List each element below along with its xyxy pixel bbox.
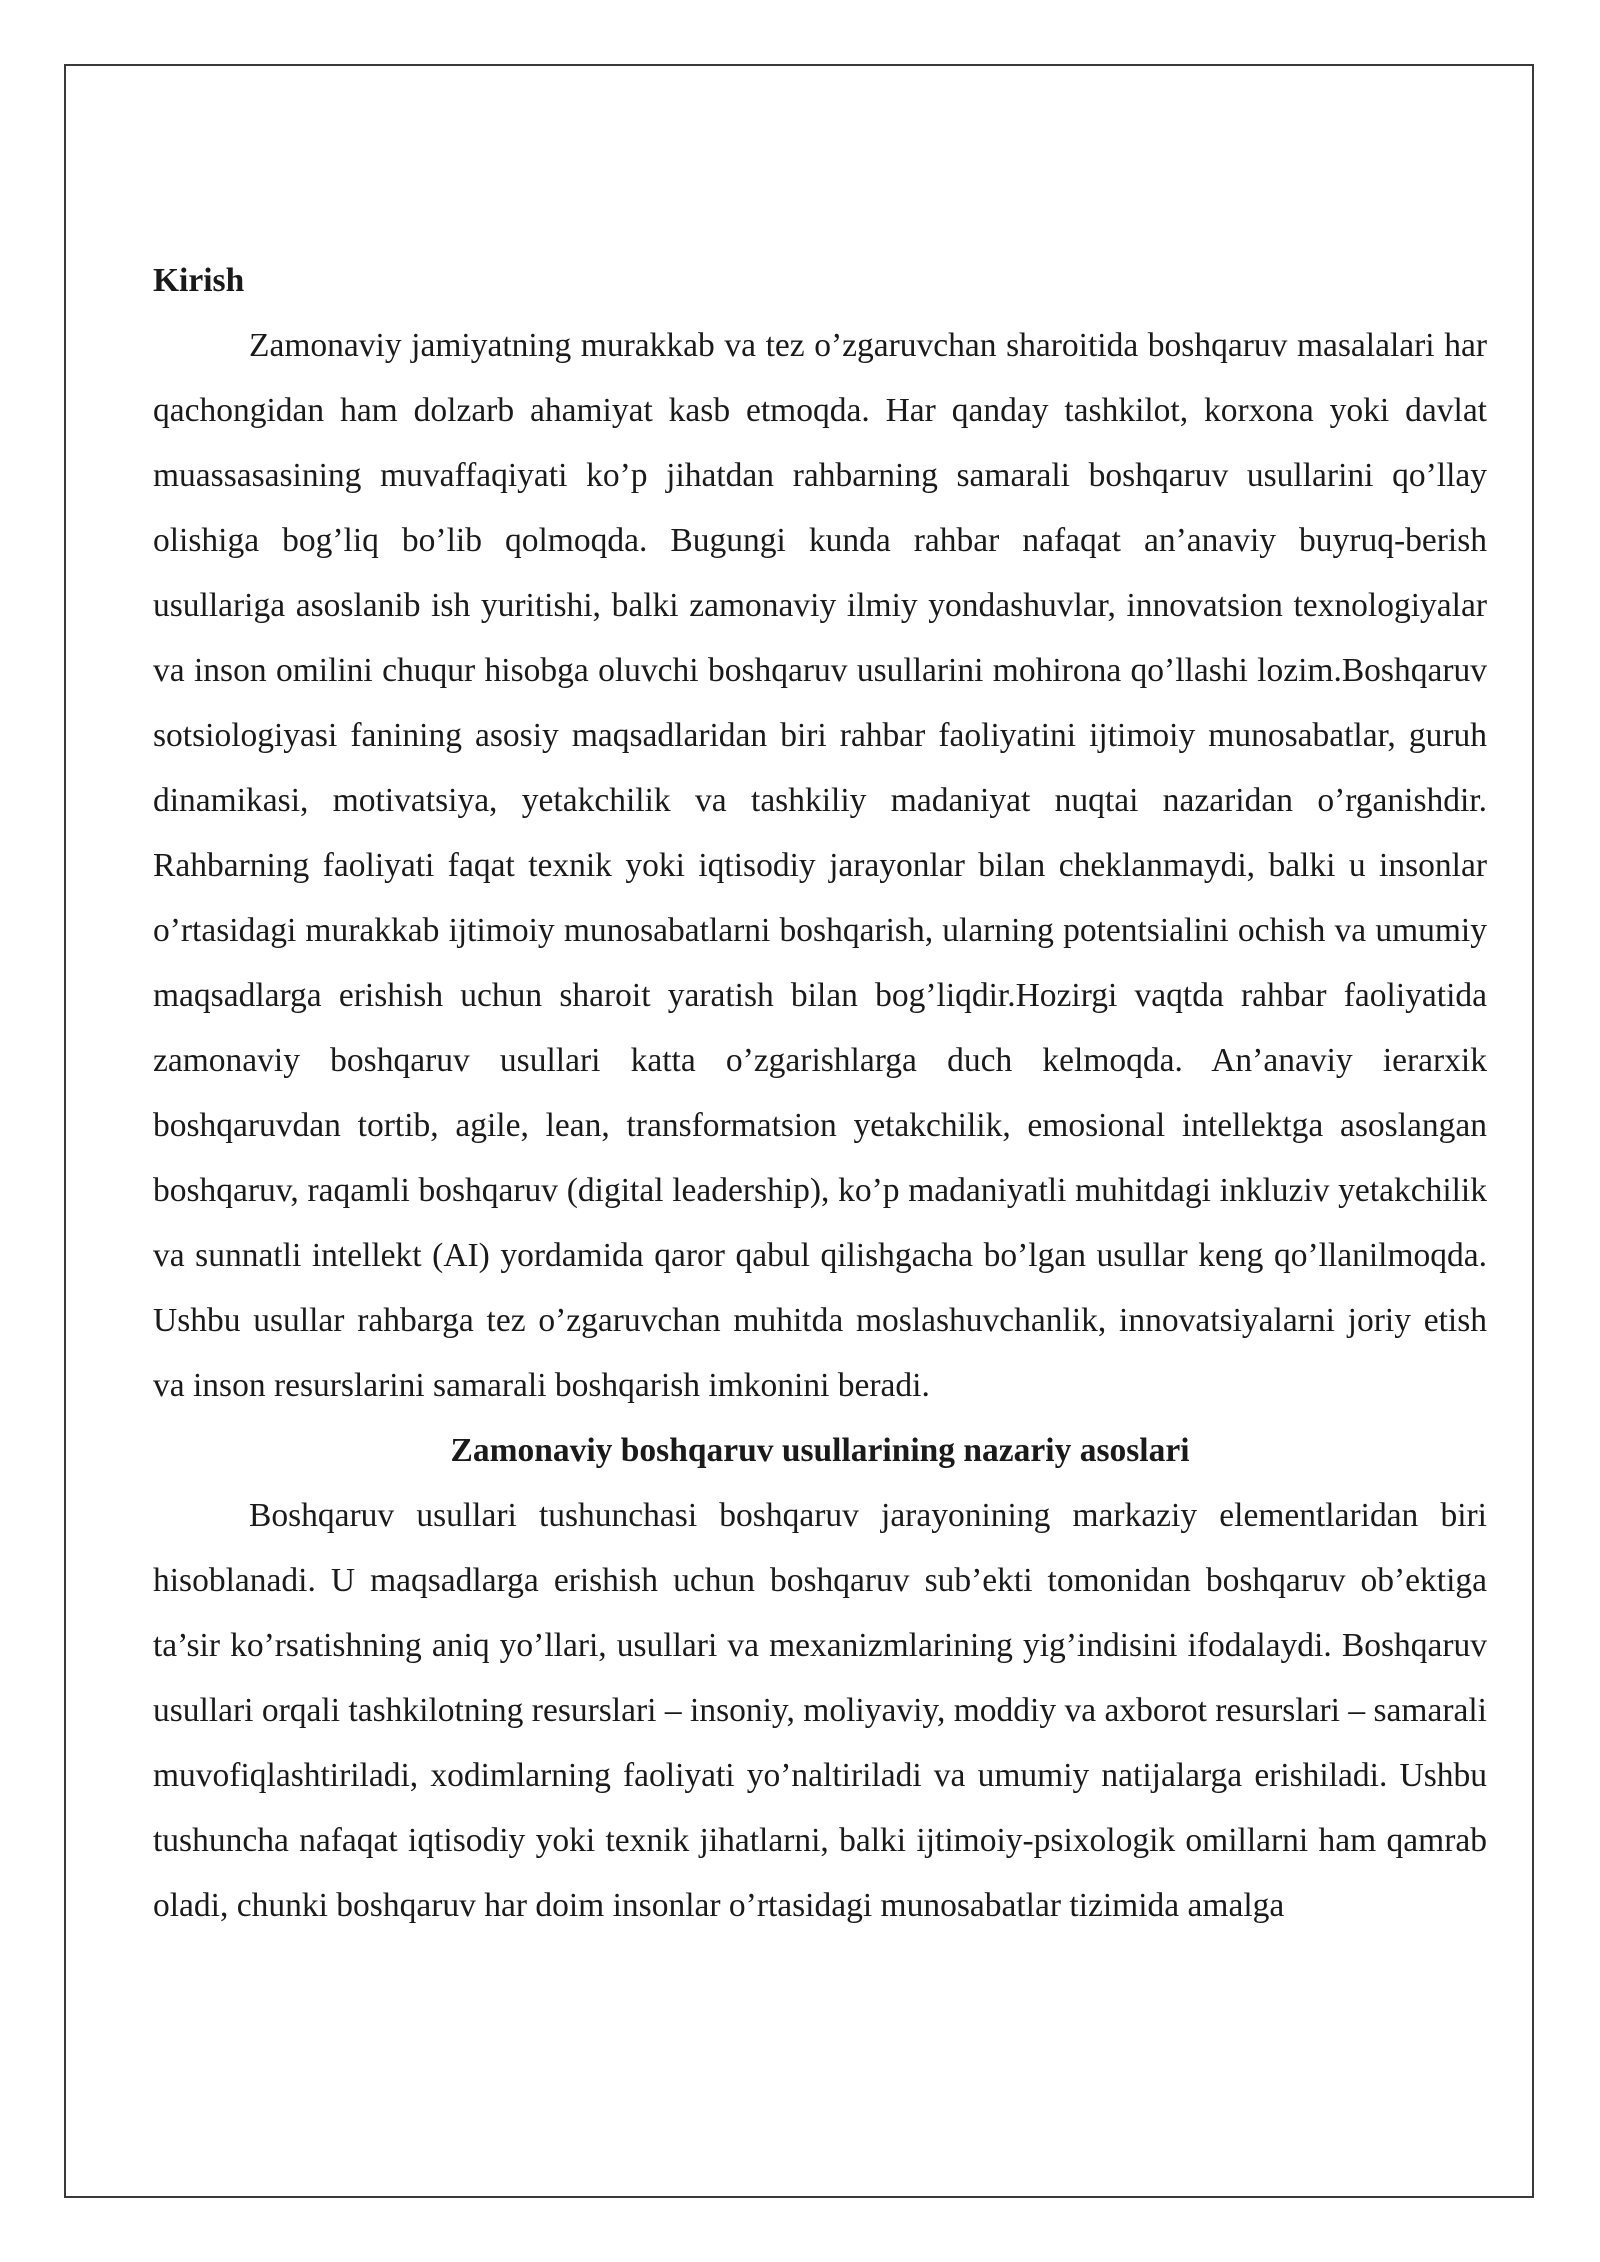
- section-heading: Zamonaviy boshqaruv usullarining nazariy asoslari: [450, 1432, 1190, 1469]
- intro-heading: Kirish: [153, 262, 245, 299]
- intro-paragraph: Zamonaviy jamiyatning murakkab va tez o’zgaruvchan sharoitida boshqaruv masalalari har qachongidan ham dolzarb ahamiyat kasb etmoqda. Har qanday tashkilot, korxona yoki davlat muassasasining muvaffaqiyati ko’p jihatdan rahbarning samarali boshqaruv usullarini qo’llay olishiga bog’liq bo’lib qolmoqda. Bugungi kunda rahbar nafaqat an’anaviy buyruq-berish usullariga asoslanib ish yuritishi, balki zamonaviy ilmiy yondashuvlar, innovatsion texnologiyalar va inson omilini chuqur hisobga oluvchi boshqaruv usullarini mohirona qo’llashi lozim.Boshqaruv sotsiologiyasi fanining asosiy maqsadlaridan biri rahbar faoliyatini ijtimoiy munosabatlar, guruh dinamikasi, motivatsiya, yetakchilik va tashkiliy madaniyat nuqtai nazaridan o’rganishdir. Rahbarning faoliyati faqat texnik yoki iqtisodiy jarayonlar bilan cheklanmaydi, balki u insonlar o’rtasidagi murakkab ijtimoiy munosabatlarni boshqarish, ularning potentsialini ochish va umumiy maqsadlarga erishish uchun sharoit yaratish bilan bog’liqdir.Hozirgi vaqtda rahbar faoliyatida zamonaviy boshqaruv usullari katta o’zgarishlarga duch kelmoqda. An’anaviy ierarxik boshqaruvdan tortib, agile, lean, transformatsion yetakchilik, emosional intellektga asoslangan boshqaruv, raqamli boshqaruv (digital leadership), ko’p madaniyatli muhitdagi inkluziv yetakchilik va sunnatli intellekt (AI) yordamida qaror qabul qilishgacha bo’lgan usullar keng qo’llanilmoqda. Ushbu usullar rahbarga tez o’zgaruvchan muhitda moslashuvchanlik, innovatsiyalarni joriy etish va inson resurslarini samarali boshqarish imkonini beradi.: [153, 327, 1487, 1404]
- document-body: [153, 248, 1487, 1938]
- section-paragraph: Boshqaruv usullari tushunchasi boshqaruv jarayonining markaziy elementlaridan biri hisoblanadi. U maqsadlarga erishish uchun boshqaruv sub’ekti tomonidan boshqaruv ob’ektiga ta’sir ko’rsatishning aniq yo’llari, usullari va mexanizmlarining yig’indisini ifodalaydi. Boshqaruv usullari orqali tashkilotning resurslari – insoniy, moliyaviy, moddiy va axborot resurslari – samarali muvofiqlashtiriladi, xodimlarning faoliyati yo’naltiriladi va umumiy natijalarga erishiladi. Ushbu tushuncha nafaqat iqtisodiy yoki texnik jihatlarni, balki ijtimoiy-psixologik omillarni ham qamrab oladi, chunki boshqaruv har doim insonlar o’rtasidagi munosabatlar tizimida amalga: [153, 1497, 1487, 1924]
